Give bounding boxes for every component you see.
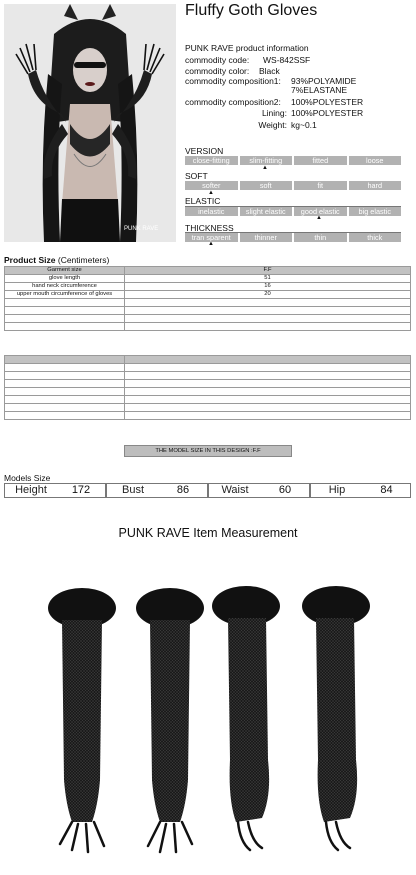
table-cell [5,307,125,315]
model-measure-label: Waist [221,484,249,496]
product-images [0,560,416,860]
table-cell [5,323,125,331]
table-row [5,388,411,396]
info-value: WS-842SSF [263,55,311,65]
table-cell [5,380,125,388]
table-row [5,307,411,315]
info-value: Black [259,66,280,76]
model-waist [208,483,310,498]
table-cell [5,412,125,420]
glove-front-right [136,588,204,852]
info-composition2 [185,97,401,107]
table-header-cell: F.F [125,267,411,275]
attr-elastic-label: ELASTIC [185,196,221,206]
product-size-unit: (Centimeters) [57,255,110,265]
table-cell [125,299,411,307]
table-row [5,396,411,404]
models-size-label: Models Size [4,473,51,483]
info-composition1 [185,76,401,95]
table-cell [125,372,411,380]
table-cell [125,388,411,396]
attr-option: thin [294,233,347,242]
info-label: Weight: [258,120,287,130]
table-row [5,323,411,331]
model-size-banner: THE MODEL SIZE IN THIS DESIGN :F.F [124,445,292,457]
info-label: commodity composition2: [185,97,281,107]
attr-version-label: VERSION [185,146,224,156]
watermark-text: PUNK RAVE [124,226,159,232]
table-header-cell [5,356,125,364]
table-cell [5,299,125,307]
attr-option: tran sparent [185,233,238,242]
table-row [5,412,411,420]
info-value: 100%POLYESTER [291,97,364,107]
table-header-row [5,356,411,364]
table-cell: 16 [125,283,411,291]
info-label: commodity color: [185,66,250,76]
table-cell [5,396,125,404]
attr-option: close-fitting [185,156,238,165]
glove-side-right [302,586,370,850]
table-cell [5,388,125,396]
table-row [5,275,411,283]
product-title: Fluffy Goth Gloves [185,2,318,19]
model-measure-label: Bust [121,484,144,496]
table-cell [125,307,411,315]
models-size-bar [4,483,411,498]
info-value: 100%POLYESTER [291,108,364,118]
table-cell: hand neck circumference [5,283,125,291]
table-cell [5,404,125,412]
attr-elastic-scale [185,206,401,216]
model-measure-label: Height [15,484,47,496]
table-row [5,291,411,299]
attr-soft-label: SOFT [185,171,208,181]
info-label: commodity code: [185,55,250,65]
info-commodity-code [185,55,401,65]
attr-soft-scale [185,181,401,190]
attr-option: soft [240,181,293,190]
attr-option: thick [349,233,402,242]
table-row [5,372,411,380]
table-cell [125,315,411,323]
blank-size-table [4,355,411,420]
table-cell [125,412,411,420]
table-cell: 20 [125,291,411,299]
model-measure-label: Hip [328,484,346,496]
table-cell: upper mouth circumference of gloves [5,291,125,299]
info-commodity-color [185,66,401,76]
attr-option: softer [185,181,238,190]
selected-marker-icon: ▲ [208,190,214,196]
glove-side-left [212,586,280,850]
attr-option: fit [294,181,347,190]
table-header-cell [125,356,411,364]
model-measure-value: 60 [278,484,292,496]
measurement-title: PUNK RAVE Item Measurement [118,526,298,540]
product-size-heading [4,255,109,265]
model-photo [4,4,176,242]
table-cell [125,396,411,404]
table-cell: glove length [5,275,125,283]
table-cell [125,404,411,412]
table-cell [125,380,411,388]
attr-option: thinner [240,233,293,242]
product-size-table [4,266,411,331]
table-row [5,283,411,291]
attr-option: big elastic [349,207,402,216]
info-label: Lining: [261,108,287,118]
table-cell [5,364,125,372]
model-measure-value: 84 [380,484,393,496]
table-row [5,299,411,307]
table-row [5,364,411,372]
attr-option: good elastic [294,207,347,216]
product-size-title: Product Size [4,255,56,265]
table-row [5,315,411,323]
attr-option: loose [349,156,402,165]
gloves-illustration [0,560,416,860]
info-heading: PUNK RAVE product information [185,43,309,53]
table-row [5,404,411,412]
attr-thickness-scale [185,232,401,242]
table-cell [125,323,411,331]
table-row [5,380,411,388]
model-measure-value: 86 [176,484,190,496]
attr-version-scale [185,156,401,165]
model-bust [106,483,208,498]
attr-thickness-label: THICKNESS [185,223,234,233]
table-cell [125,364,411,372]
attr-option: inelastic [185,207,238,216]
selected-marker-icon: ▲ [316,215,322,221]
model-measure-value: 172 [71,484,91,496]
table-header-row [5,267,411,275]
table-cell: 51 [125,275,411,283]
attr-option: fitted [294,156,347,165]
table-header-cell: Garment size [5,267,125,275]
info-label: commodity composition1: [185,76,281,86]
table-cell [5,372,125,380]
info-value: 93%POLYAMIDE [291,76,357,86]
table-cell [5,315,125,323]
selected-marker-icon: ▲ [262,165,268,171]
model-height [4,483,106,498]
selected-marker-icon: ▲ [208,241,214,247]
model-illustration [4,4,176,242]
attr-option: hard [349,181,402,190]
glove-front-left [48,588,116,852]
model-hip [310,483,411,498]
info-value: kg~0.1 [291,120,317,130]
attr-option: slim-fitting [240,156,293,165]
info-value-2: 7%ELASTANE [291,85,348,95]
attr-option: slight elastic [240,207,293,216]
